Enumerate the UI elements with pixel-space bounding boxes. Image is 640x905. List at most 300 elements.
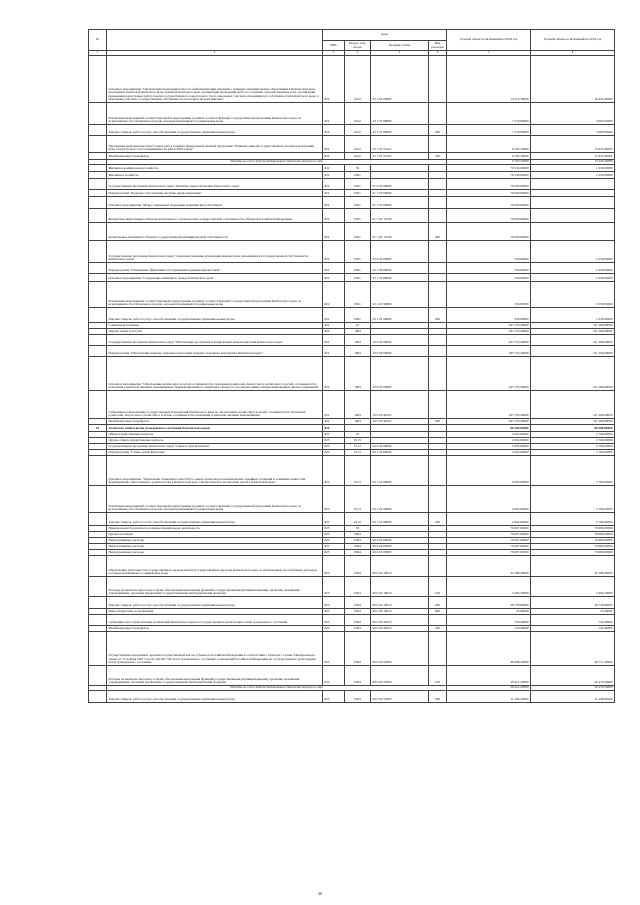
table-row bbox=[89, 179, 615, 190]
cell-type: 200 bbox=[429, 597, 447, 609]
header-index: 5 bbox=[371, 51, 429, 56]
cell-2018: 2 602,00000 bbox=[447, 438, 531, 444]
cell-2018: 6 795,70000 bbox=[447, 160, 531, 165]
cell-2018: 32 188,40000 bbox=[447, 556, 531, 577]
cell-razdel: 0501 bbox=[345, 197, 371, 209]
cell-2018: 2 602,00000 bbox=[447, 450, 531, 456]
cell-2019: 1 030,00000 bbox=[531, 263, 615, 274]
table-row bbox=[89, 486, 615, 513]
cell-number bbox=[89, 556, 107, 577]
cell-2019: 311 266,60000 bbox=[531, 323, 615, 329]
cell-2018: 26 421,20000 bbox=[447, 666, 531, 686]
cell-type bbox=[429, 56, 447, 103]
header-index: 7 bbox=[447, 51, 531, 56]
cell-razdel: 0501 bbox=[345, 223, 371, 241]
cell-type bbox=[429, 357, 447, 391]
table-row bbox=[89, 165, 615, 172]
cell-number bbox=[89, 209, 107, 223]
table-row bbox=[89, 172, 615, 179]
cell-type bbox=[429, 179, 447, 190]
cell-target: 99 0 00 59300 bbox=[371, 691, 429, 703]
cell-2019: 26 476,50000 bbox=[531, 666, 615, 686]
cell-razdel: 1004 bbox=[345, 419, 371, 425]
cell-target: 99 0 00 00000 bbox=[371, 544, 429, 550]
cell-grbs: 825 bbox=[323, 597, 345, 609]
cell-name: Закупка товаров, работ и услуг для обеспечения государственных (муниципальных) нужд bbox=[107, 691, 323, 703]
cell-target bbox=[371, 165, 429, 172]
cell-razdel: 1004 bbox=[345, 346, 371, 357]
cell-name: Непрограммные расходы bbox=[107, 550, 323, 556]
cell-grbs: 822 bbox=[323, 165, 345, 172]
cell-2019: 311 266,60000 bbox=[531, 329, 615, 335]
cell-razdel: 0501 bbox=[345, 263, 371, 274]
header-no: № bbox=[89, 30, 107, 51]
cell-grbs: 825 bbox=[323, 577, 345, 597]
cell-name: Капитальные вложения в объекты государственной (муниципальной) собственности bbox=[107, 223, 323, 241]
cell-name: Жилищное хозяйство bbox=[107, 172, 323, 179]
cell-type bbox=[429, 172, 447, 179]
cell-2019: 311 266,60000 bbox=[531, 391, 615, 419]
cell-2018: 7 579,69000 bbox=[447, 125, 531, 136]
cell-razdel: 0412 bbox=[345, 56, 371, 103]
table-row bbox=[89, 103, 615, 125]
cell-2019: 311 266,60000 bbox=[531, 335, 615, 346]
cell-2018: 720,40000 bbox=[447, 615, 531, 626]
cell-name: Охрана семьи и детства bbox=[107, 329, 323, 335]
cell-name: Национальная безопасность и правоохранительная деятельность bbox=[107, 526, 323, 532]
cell-name: Государственная программа Камчатского края "Обеспечение доступным и комфортным жильем жителей Камчатского края" bbox=[107, 335, 323, 346]
table-row bbox=[89, 456, 615, 486]
cell-type bbox=[429, 282, 447, 308]
cell-name: Иные бюджетные ассигнования bbox=[107, 609, 323, 615]
cell-2019: 720,40000 bbox=[531, 626, 615, 632]
cell-target: 23 1 02 99990 bbox=[371, 282, 429, 308]
header-name bbox=[107, 30, 323, 51]
cell-target: 01 7 02 10130 bbox=[371, 223, 429, 241]
cell-razdel: 0304 bbox=[345, 556, 371, 577]
cell-type bbox=[429, 263, 447, 274]
cell-name: Непрограммные расходы bbox=[107, 544, 323, 550]
cell-2018: 7 579,69000 bbox=[447, 103, 531, 125]
cell-grbs: 825 bbox=[323, 513, 345, 526]
cell-type: 200 bbox=[429, 308, 447, 323]
cell-2018: 2 602,00000 bbox=[447, 513, 531, 526]
cell-2019: 311 266,60000 bbox=[531, 357, 615, 391]
cell-grbs: 822 bbox=[323, 125, 345, 136]
cell-2018: 530,00000 bbox=[447, 241, 531, 263]
cell-2019: 1 030,00000 bbox=[531, 172, 615, 179]
cell-razdel: 0113 bbox=[345, 513, 371, 526]
cell-target: 10 9 03 40110 bbox=[371, 419, 429, 425]
cell-number bbox=[89, 179, 107, 190]
header-cs: Целевая статья bbox=[371, 41, 429, 51]
cell-type: 100 bbox=[429, 666, 447, 686]
cell-2018: 70 530,00000 bbox=[447, 165, 531, 172]
cell-grbs: 822 bbox=[323, 391, 345, 419]
cell-name: Подпрограмма "Обеспечение жильем отдельных категорий граждан отдельных категорий в Камчатском крае" bbox=[107, 346, 323, 357]
cell-2019: 25,00000 bbox=[531, 609, 615, 615]
cell-2019: 3 000,00000 bbox=[531, 125, 615, 136]
cell-2018: 530,00000 bbox=[447, 282, 531, 308]
cell-2018: 25,00000 bbox=[447, 609, 531, 615]
cell-grbs: 825 bbox=[323, 526, 345, 532]
cell-2019 bbox=[531, 190, 615, 197]
cell-grbs: 825 bbox=[323, 626, 345, 632]
cell-2018: 79 607,00000 bbox=[447, 526, 531, 532]
cell-razdel: 0304 bbox=[345, 626, 371, 632]
cell-name: Жилищно-коммунальное хозяйство bbox=[107, 165, 323, 172]
cell-number bbox=[89, 197, 107, 209]
cell-2018: 11 296,20000 bbox=[447, 691, 531, 703]
cell-number bbox=[89, 241, 107, 263]
cell-razdel: 0113 bbox=[345, 438, 371, 444]
cell-grbs: 822 bbox=[323, 323, 345, 329]
cell-type bbox=[429, 136, 447, 153]
cell-number bbox=[89, 172, 107, 179]
cell-2019: 1 030,00000 bbox=[531, 274, 615, 282]
table-row bbox=[89, 597, 615, 609]
cell-type bbox=[429, 190, 447, 197]
table-row bbox=[89, 136, 615, 153]
cell-number bbox=[89, 513, 107, 526]
cell-type: 200 bbox=[429, 125, 447, 136]
cell-target: 23 1 00 00000 bbox=[371, 263, 429, 274]
cell-type bbox=[429, 241, 447, 263]
cell-2019: 26 476,50000 bbox=[531, 686, 615, 691]
cell-number bbox=[89, 357, 107, 391]
cell-target: 99 0 00 00000 bbox=[371, 538, 429, 544]
cell-name: Межбюджетные трансферты bbox=[107, 626, 323, 632]
cell-number bbox=[89, 282, 107, 308]
cell-2019: 2 706,00000 bbox=[531, 438, 615, 444]
cell-number bbox=[89, 691, 107, 703]
cell-2019: 2 706,00000 bbox=[531, 456, 615, 486]
cell-number bbox=[89, 103, 107, 125]
cell-type: 500 bbox=[429, 626, 447, 632]
cell-2019: 311 266,60000 bbox=[531, 346, 615, 357]
cell-2019: 13 433,40000 bbox=[531, 160, 615, 165]
cell-target: 04 1 00 00000 bbox=[371, 450, 429, 456]
cell-target bbox=[371, 425, 429, 432]
cell-grbs: 822 bbox=[323, 308, 345, 323]
cell-grbs: 825 bbox=[323, 666, 345, 686]
cell-2018: 26 421,20000 bbox=[447, 686, 531, 691]
cell-grbs: 822 bbox=[323, 56, 345, 103]
cell-type: 800 bbox=[429, 609, 447, 615]
cell-2018: 46 698,20000 bbox=[447, 632, 531, 666]
table-row bbox=[89, 241, 615, 263]
cell-2018: 70 000,00000 bbox=[447, 197, 531, 209]
table-row bbox=[89, 391, 615, 419]
cell-grbs: 825 bbox=[323, 691, 345, 703]
cell-2018: 70 000,00000 bbox=[447, 209, 531, 223]
table-row bbox=[89, 425, 615, 432]
cell-name: Подпрограмма "Повышение эффективности управления краевым имуществом" bbox=[107, 263, 323, 274]
cell-2018: 79 607,00000 bbox=[447, 538, 531, 544]
table-row bbox=[89, 153, 615, 160]
cell-razdel: 01 bbox=[345, 432, 371, 438]
cell-number bbox=[89, 666, 107, 686]
cell-razdel: 0501 bbox=[345, 172, 371, 179]
cell-2018: 79 607,00000 bbox=[447, 550, 531, 556]
cell-target: 10 9 03 00000 bbox=[371, 357, 429, 391]
cell-2019: 79 680,00000 bbox=[531, 532, 615, 538]
cell-grbs: 822 bbox=[323, 335, 345, 346]
cell-target: 23 1 05 99990 bbox=[371, 103, 429, 125]
cell-grbs: 822 bbox=[323, 197, 345, 209]
header-index: 1 bbox=[89, 51, 107, 56]
cell-2019: 2 706,00000 bbox=[531, 432, 615, 438]
cell-grbs: 822 bbox=[323, 241, 345, 263]
cell-target: 01 7 02 10130 bbox=[371, 209, 429, 223]
cell-2018: 720,40000 bbox=[447, 626, 531, 632]
cell-number bbox=[89, 274, 107, 282]
cell-razdel: 0412 bbox=[345, 136, 371, 153]
cell-number bbox=[89, 632, 107, 666]
cell-razdel: 0304 bbox=[345, 544, 371, 550]
cell-2018: 2 602,00000 bbox=[447, 486, 531, 513]
cell-number bbox=[89, 308, 107, 323]
cell-target: 99 0 00 10010 bbox=[371, 577, 429, 597]
cell-razdel: 0304 bbox=[345, 666, 371, 686]
cell-razdel: 0304 bbox=[345, 532, 371, 538]
cell-grbs: 822 bbox=[323, 103, 345, 125]
cell-type bbox=[429, 209, 447, 223]
header-index: 6 bbox=[429, 51, 447, 56]
cell-name: Проведение комплексных кадастровых работ в рамках федеральной целевой программы "Развитие единой государственной системы регистрации прав и кадастрового учета недвижимости (2014-2019 годы)" bbox=[107, 136, 323, 153]
cell-2019: 46 771,20000 bbox=[531, 632, 615, 666]
cell-grbs: 825 bbox=[323, 450, 345, 456]
cell-name: Подпрограмма "Самые детям Камчатки" bbox=[107, 450, 323, 456]
table-row bbox=[89, 632, 615, 666]
table-row bbox=[89, 513, 615, 526]
cell-2019: 79 680,00000 bbox=[531, 538, 615, 544]
cell-target: 04 1 02 99990 bbox=[371, 513, 429, 526]
cell-name: Основное мероприятие "Организация проведения работ по информатизации сведений о границах муниципальных образований в Камчатском крае, населенных пунктов Камчатского края, границ Камчатского края, организация проведения работ по созданию опорной межевой сети, организация проведения кадастровых работ в целях государственного кадастрового учета земельных участков, находящихся в собственности Камчатского края, и земельных участков, государственная собственность на которые не разграничена" bbox=[107, 56, 323, 103]
cell-grbs: 825 bbox=[323, 615, 345, 626]
header-vr: Вид расходов bbox=[429, 41, 447, 51]
cell-number bbox=[89, 223, 107, 241]
cell-name: Основное мероприятие "Обеспечение детей-сирот и детей, оставшихся без попечения родителей, лиц из числа детей-сирот и детей, оставшихся без попечения родителей, жилыми помещениями специализированного жилищного фонда по договорам найма специализированных жилых помещений" bbox=[107, 357, 323, 391]
cell-number bbox=[89, 125, 107, 136]
cell-2018: 530,00000 bbox=[447, 274, 531, 282]
cell-razdel bbox=[345, 425, 371, 432]
cell-number bbox=[89, 597, 107, 609]
table-row bbox=[89, 125, 615, 136]
cell-type bbox=[429, 615, 447, 626]
cell-type bbox=[429, 391, 447, 419]
cell-razdel: 1004 bbox=[345, 335, 371, 346]
cell-2019: 28 758,90000 bbox=[531, 597, 615, 609]
table-row bbox=[89, 346, 615, 357]
cell-number bbox=[89, 335, 107, 346]
cell-2018: 6 795,70000 bbox=[447, 153, 531, 160]
cell-razdel: 05 bbox=[345, 165, 371, 172]
table-row bbox=[89, 263, 615, 274]
cell-grbs: 822 bbox=[323, 419, 345, 425]
cell-name: Субвенция на выполнение государственных полномочий Камчатского края по обеспечению детей-сирот и детей, оставшихся без попечения родителей, лиц из числа детей-сирот и детей, оставшихся без попечения родителей, жилыми помещениями bbox=[107, 391, 323, 419]
cell-number bbox=[89, 263, 107, 274]
cell-razdel: 03 bbox=[345, 526, 371, 532]
cell-name: Межбюджетные трансферты bbox=[107, 419, 323, 425]
table-row bbox=[89, 335, 615, 346]
cell-2019: 1 030,00000 bbox=[531, 282, 615, 308]
cell-grbs: 822 bbox=[323, 136, 345, 153]
cell-razdel: 0304 bbox=[345, 550, 371, 556]
cell-name: Реализация мероприятий соответствующей подпрограммы в рамках соответствующей государственной программы Камчатского края, за исключением обособленных расходов, которым присваиваются уникальные коды bbox=[107, 486, 323, 513]
cell-2018: 297 535,40000 bbox=[447, 329, 531, 335]
cell-target: 99 0 00 40270 bbox=[371, 626, 429, 632]
cell-grbs: 825 bbox=[323, 532, 345, 538]
header-2019: Годовой объем ассигнований на 2019 год bbox=[531, 30, 615, 51]
cell-number: 10 bbox=[89, 425, 107, 432]
cell-razdel: 0113 bbox=[345, 444, 371, 450]
cell-2019: 79 680,00000 bbox=[531, 526, 615, 532]
table-row bbox=[89, 190, 615, 197]
cell-2018: 6 795,70000 bbox=[447, 136, 531, 153]
cell-target bbox=[371, 172, 429, 179]
cell-name: Агентство записи актов гражданского состояния Камчатского края bbox=[107, 425, 323, 432]
cell-type bbox=[429, 335, 447, 346]
table-row bbox=[89, 357, 615, 391]
cell-type bbox=[429, 103, 447, 125]
table-row bbox=[89, 223, 615, 241]
cell-target: 23 1 02 99990 bbox=[371, 308, 429, 323]
cell-target: 23 1 05 00000 bbox=[371, 56, 429, 103]
cell-2018: 70 000,00000 bbox=[447, 190, 531, 197]
table-row bbox=[89, 577, 615, 597]
cell-target: 99 0 00 40270 bbox=[371, 615, 429, 626]
cell-grbs: 822 bbox=[323, 274, 345, 282]
cell-number bbox=[89, 486, 107, 513]
cell-razdel: 0412 bbox=[345, 103, 371, 125]
cell-razdel: 0113 bbox=[345, 486, 371, 513]
cell-target: 01 7 02 00000 bbox=[371, 197, 429, 209]
cell-2018: 297 535,40000 bbox=[447, 419, 531, 425]
cell-grbs: 825 bbox=[323, 438, 345, 444]
header-index: 4 bbox=[345, 51, 371, 56]
cell-2018: 530,00000 bbox=[447, 263, 531, 274]
cell-2018: 14 375,39000 bbox=[447, 56, 531, 103]
cell-target: 99 0 00 59300 bbox=[371, 666, 429, 686]
cell-2019 bbox=[531, 209, 615, 223]
cell-grbs: 825 bbox=[323, 550, 345, 556]
cell-type: 200 bbox=[429, 513, 447, 526]
header-index: 2 bbox=[107, 51, 323, 56]
cell-2018: 297 535,40000 bbox=[447, 323, 531, 329]
table-row bbox=[89, 282, 615, 308]
cell-name: Социальная политика bbox=[107, 323, 323, 329]
cell-2018: 28 758,90000 bbox=[447, 597, 531, 609]
cell-2019: 2 706,00000 bbox=[531, 513, 615, 526]
cell-2019 bbox=[531, 197, 615, 209]
cell-razdel: 0304 bbox=[345, 632, 371, 666]
table-row bbox=[89, 691, 615, 703]
cell-name: Расходы на выплаты персоналу в целях обеспечения выполнения функций государственными (муниципальными) органами, казенными учреждениями, органами управления государственными внебюджетными фондами bbox=[107, 577, 323, 597]
cell-target: 01 7 00 00000 bbox=[371, 190, 429, 197]
cell-2018: 70 530,00000 bbox=[447, 172, 531, 179]
cell-2019: 3 000,00000 bbox=[531, 103, 615, 125]
table-row bbox=[89, 556, 615, 577]
cell-2019: 11 298,00000 bbox=[531, 691, 615, 703]
cell-razdel: 0304 bbox=[345, 577, 371, 597]
cell-2018: 2 602,00000 bbox=[447, 456, 531, 486]
header-index: 3 bbox=[323, 51, 345, 56]
cell-name: Государственная программа Камчатского края "Совершенствование управления имуществом, находящимся в государственной собственности Камчатского края" bbox=[107, 241, 323, 263]
cell-name: Основное мероприятие "Меры социальной поддержки медицинских работников" bbox=[107, 197, 323, 209]
cell-2018: 79 607,00000 bbox=[447, 532, 531, 538]
cell-2019: 32 188,40000 bbox=[531, 556, 615, 577]
cell-name: Общегосударственные вопросы bbox=[107, 432, 323, 438]
cell-razdel: 0501 bbox=[345, 179, 371, 190]
cell-name: Органы юстиции bbox=[107, 532, 323, 538]
cell-grbs: 822 bbox=[323, 223, 345, 241]
budget-table bbox=[88, 29, 615, 703]
cell-grbs: 825 bbox=[323, 456, 345, 486]
cell-2019: 1 030,00000 bbox=[531, 308, 615, 323]
cell-grbs: 825 bbox=[323, 486, 345, 513]
header-2018: Годовой объем ассигнований на 2018 год bbox=[447, 30, 531, 51]
cell-razdel: 1004 bbox=[345, 357, 371, 391]
cell-target: 99 0 00 10010 bbox=[371, 597, 429, 609]
cell-type: 200 bbox=[429, 691, 447, 703]
cell-type: 500 bbox=[429, 153, 447, 160]
cell-2019: 2 706,00000 bbox=[531, 450, 615, 456]
cell-number bbox=[89, 165, 107, 172]
cell-target: 99 0 00 59300 bbox=[371, 632, 429, 666]
cell-name: Обеспечение деятельности государственных органов власти (государственных органов) Камчатского края, за исключением обособленных расходов, которым присваиваются уникальные коды bbox=[107, 556, 323, 577]
cell-razdel: 0304 bbox=[345, 609, 371, 615]
cell-2019: 16 433,40000 bbox=[531, 56, 615, 103]
cell-target: 99 0 00 10010 bbox=[371, 556, 429, 577]
cell-name: Основное мероприятие "Укрепление социального института семьи, пропаганда положительных семейных традиций и семейных ценностей, формирование ответственного родительства в Камчатском крае. Патриотическое воспитание детей в Камчатском крае" bbox=[107, 456, 323, 486]
cell-type bbox=[429, 165, 447, 172]
note-text: Расходы за счет средств федерального бюджета текущего года bbox=[107, 686, 447, 691]
cell-razdel: 0113 bbox=[345, 450, 371, 456]
cell-number bbox=[89, 346, 107, 357]
table-body bbox=[89, 56, 615, 703]
cell-type: 500 bbox=[429, 419, 447, 425]
cell-2019: 13 433,40000 bbox=[531, 153, 615, 160]
cell-type bbox=[429, 486, 447, 513]
cell-2018: 70 000,00000 bbox=[447, 223, 531, 241]
cell-2018: 2 602,00000 bbox=[447, 432, 531, 438]
cell-target: 01 0 00 00000 bbox=[371, 179, 429, 190]
cell-name: Закупка товаров, работ и услуг для обеспечения государственных (муниципальных) нужд bbox=[107, 308, 323, 323]
cell-2018: 3 404,50000 bbox=[447, 577, 531, 597]
cell-number bbox=[89, 391, 107, 419]
cell-razdel: 0304 bbox=[345, 538, 371, 544]
cell-name: Межбюджетные трансферты bbox=[107, 153, 323, 160]
header-grbs: ГРБС bbox=[323, 41, 345, 51]
cell-target: 23 1 05 99990 bbox=[371, 125, 429, 136]
cell-2019: 2 706,00000 bbox=[531, 444, 615, 450]
cell-grbs: 822 bbox=[323, 179, 345, 190]
cell-number bbox=[89, 456, 107, 486]
cell-grbs: 825 bbox=[323, 432, 345, 438]
cell-name: Реализация мероприятий соответствующей подпрограммы в рамках соответствующей государственной программы Камчатского края, за исключением обособленных расходов, которым присваиваются уникальные коды bbox=[107, 103, 323, 125]
cell-razdel: 0304 bbox=[345, 615, 371, 626]
cell-target: 23 0 00 00000 bbox=[371, 241, 429, 263]
cell-2019: 1 030,00000 bbox=[531, 165, 615, 172]
cell-number bbox=[89, 615, 107, 626]
cell-number bbox=[89, 577, 107, 597]
header-index: 8 bbox=[531, 51, 615, 56]
cell-2019: 311 266,60000 bbox=[531, 419, 615, 425]
cell-razdel: 0304 bbox=[345, 597, 371, 609]
cell-target: 10 9 00 00000 bbox=[371, 346, 429, 357]
cell-grbs: 825 bbox=[323, 556, 345, 577]
